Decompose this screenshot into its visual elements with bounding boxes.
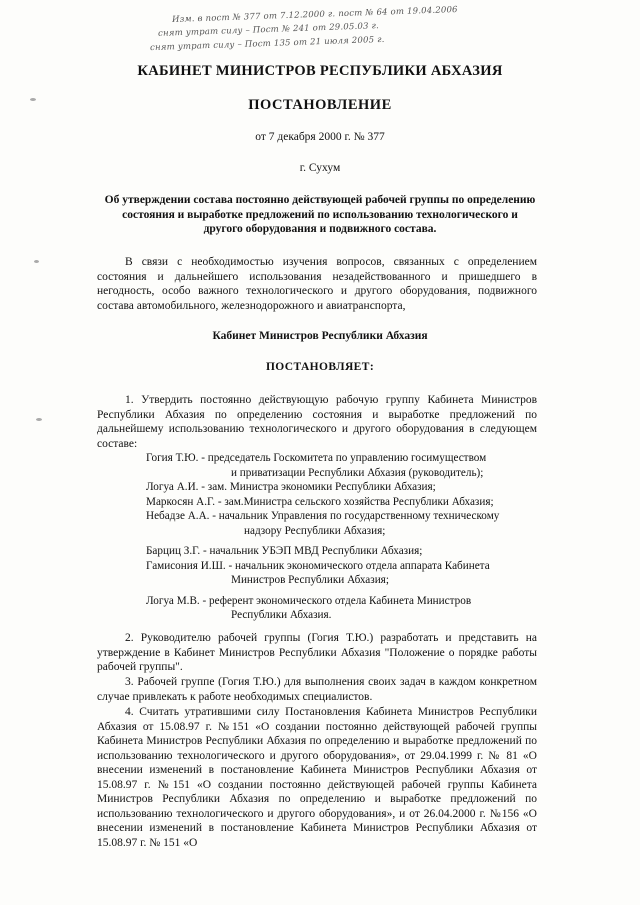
- member-line: Логуа М.В. - референт экономического отдела Кабинета Министров: [146, 594, 472, 607]
- member-line: Республики Абхазия.: [231, 609, 332, 621]
- member-line: Министров Республики Абхазия;: [231, 574, 389, 586]
- document-type: ПОСТАНОВЛЕНИЕ: [248, 97, 392, 113]
- item-3-paragraph: 3. Рабочей группе (Гогия Т.Ю.) для выполнения своих задач в каждом конкретном случае привлекать к работе необходимых специалистов.: [97, 676, 537, 703]
- issuer-heading: Кабинет Министров Республики Абхазия: [212, 330, 428, 342]
- document-date: от 7 декабря 2000 г. № 377: [255, 131, 385, 143]
- member-line: надзору Республики Абхазия;: [244, 524, 386, 537]
- organization-title: КАБИНЕТ МИНИСТРОВ РЕСПУБЛИКИ АБХАЗИЯ: [137, 63, 503, 79]
- resolves-heading: ПОСТАНОВЛЯЕТ:: [265, 361, 375, 373]
- member-line: Барциц З.Г. - начальник УБЭП МВД Республики Абхазия;: [146, 545, 423, 557]
- member-line: Гамисония И.Ш. - начальник экономического отдела аппарата Кабинета: [146, 559, 490, 572]
- member-list: [146, 451, 499, 623]
- item-1-paragraph: 1. Утвердить постоянно действующую рабочую группу Кабинета Министров Республики Абхазия по определению состояния и выработке предложений по дальнейшему использованию технологического и другого оборудования в следующем составе:: [97, 394, 537, 450]
- preamble-paragraph: В связи с необходимостью изучения вопросов, связанных с определением состояния и дальнейшего использования незадействованного и пришедшего в негодность, особо важного технологического и другого оборудования, подвижного состава автомобильного, железнодорожного и авиатранспорта,: [97, 256, 537, 312]
- member-line: Маркосян А.Г. - зам.Министра сельского хозяйства Республики Абхазия;: [146, 495, 494, 508]
- scan-speck: [36, 418, 42, 421]
- scan-speck: [34, 260, 39, 263]
- subject-line: другого оборудования и подвижного состава.: [203, 223, 437, 235]
- handwritten-note-2: снят утрат силу – Пост № 241 от 29.05.03 г.: [157, 21, 380, 39]
- subject-line: состояния и выработке предложений по использованию технологического и: [122, 208, 518, 221]
- handwritten-note-1: Изм. в пост № 377 от 7.12.2000 г. пост № 64 от 19.04.2006: [171, 5, 458, 25]
- subject-line: Об утверждении состава постоянно действующей рабочей группы по определению: [104, 194, 536, 206]
- item-2-paragraph: 2. Руководителю рабочей группы (Гогия Т.Ю.) разработать и представить на утверждение в Кабинет Министров Республики Абхазия "Положение о порядке работы рабочей группы".: [97, 632, 537, 673]
- member-line: Гогия Т.Ю. - председатель Госкомитета по управлению госимуществом: [146, 452, 487, 464]
- document-subject: [0, 193, 640, 237]
- member-line: Небадзе А.А. - начальник Управления по государственному техническому: [146, 510, 500, 522]
- member-line: Логуа А.И. - зам. Министра экономики Республики Абхазия;: [146, 481, 436, 493]
- document-city: г. Сухум: [299, 162, 341, 174]
- member-line: и приватизации Республики Абхазия (руководитель);: [231, 466, 484, 479]
- handwritten-note-3: снят утрат силу – Пост 135 от 21 июля 2005 г.: [149, 34, 385, 54]
- item-4-paragraph: 4. Считать утратившими силу Постановления Кабинета Министров Республики Абхазия от 15.08.97 г. №151 «О создании постоянно действующей рабочей группы Кабинета Министров Республики Абхазия по определению и выработке предложений по использованию технологического и другого оборудования», от 29.04.1999 г. № 81 «О внесении изменений в постановление Кабинета Министров Республики Абхазия от 15.08.97 г. №151 «О создании постоянно действующей рабочей группы Кабинета Министров Республики Абхазия по определению и выработке предложений по использованию технологического и другого оборудования», и от 26.04.2000 г. №156 «О внесении изменений в постановление Кабинета Министров Республики Абхазия от 15.08.97 г. № 151 «О: [97, 706, 537, 849]
